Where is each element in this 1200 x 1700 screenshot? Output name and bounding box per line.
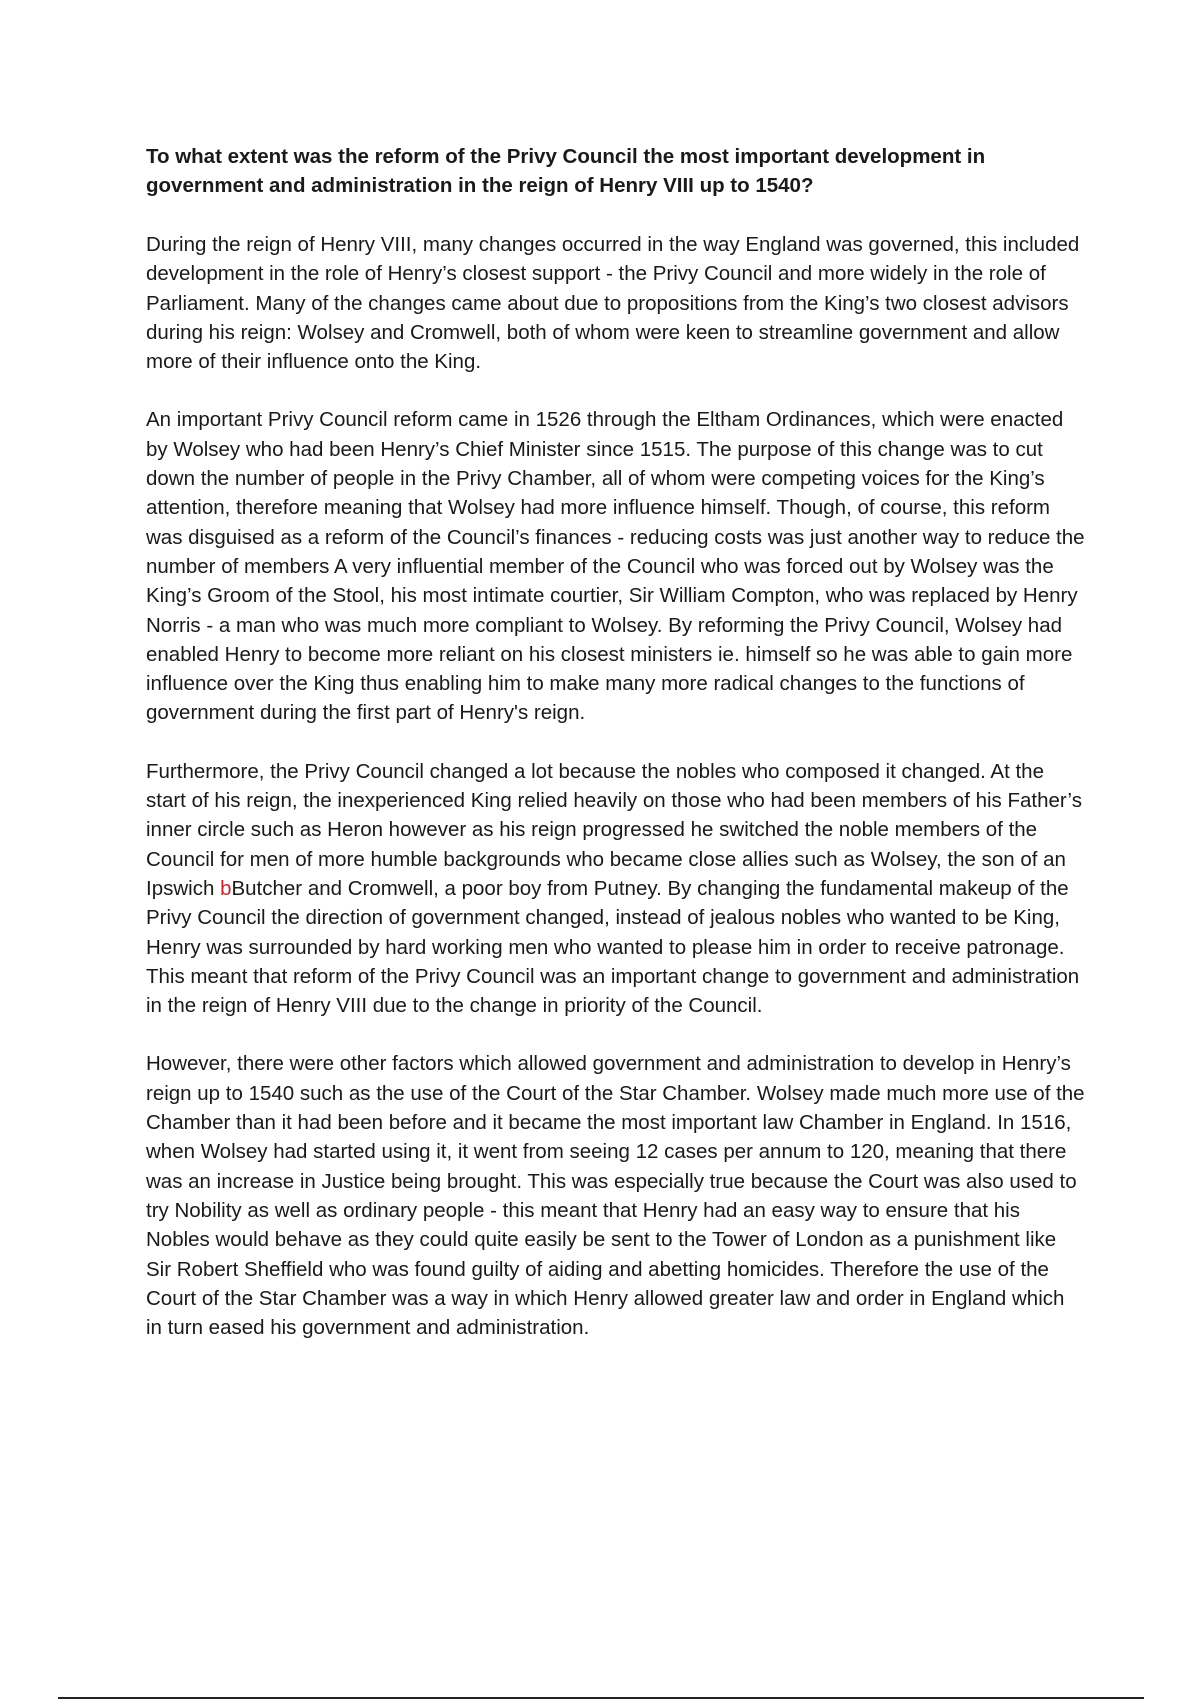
- document-page: [146, 142, 1086, 1371]
- highlighted-typo-letter: b: [220, 876, 232, 900]
- paragraph-eltham-ordinances: An important Privy Council reform came in 1526 through the Eltham Ordinances, which were enacted by Wolsey who had been Henry’s Chief Minister since 1515. The purpose of this change was to cut down the number of people in the Privy Chamber, all of whom were competing voices for the King’s attention, therefore meaning that Wolsey had more influence himself. Though, of course, this reform was disguised as a reform of the Council’s finances - reducing costs was just another way to reduce the number of members A very influential member of the Council who was forced out by Wolsey was the King’s Groom of the Stool, his most intimate courtier, Sir William Compton, who was replaced by Henry Norris - a man who was much more compliant to Wolsey. By reforming the Privy Council, Wolsey had enabled Henry to become more reliant on his closest ministers ie. himself so he was able to gain more influence over the King thus enabling him to make many more radical changes to the functions of government during the first part of Henry's reign.: [146, 408, 1085, 725]
- paragraph-intro: During the reign of Henry VIII, many changes occurred in the way England was governed, this included development in the role of Henry’s closest support - the Privy Council and more widely in the role of Parliament. Many of the changes came about due to propositions from the King’s two closest advisors during his reign: Wolsey and Cromwell, both of whom were keen to streamline government and allow more of their influence onto the King.: [146, 233, 1080, 374]
- essay-title: To what extent was the reform of the Privy Council the most important development in government and administration in the reign of Henry VIII up to 1540?: [146, 145, 986, 197]
- footer-divider: [58, 1697, 1144, 1699]
- paragraph-star-chamber: However, there were other factors which allowed government and administration to develop in Henry’s reign up to 1540 such as the use of the Court of the Star Chamber. Wolsey made much more use of the Chamber than it had been before and it became the most important law Chamber in England. In 1516, when Wolsey had started using it, it went from seeing 12 cases per annum to 120, meaning that there was an increase in Justice being brought. This was especially true because the Court was also used to try Nobility as well as ordinary people - this meant that Henry had an easy way to ensure that his Nobles would behave as they could quite easily be sent to the Tower of London as a punishment like Sir Robert Sheffield who was found guilty of aiding and abetting homicides. Therefore the use of the Court of the Star Chamber was a way in which Henry allowed greater law and order in England which in turn eased his government and administration.: [146, 1052, 1085, 1340]
- paragraph-nobles: [146, 757, 1086, 1021]
- paragraph-nobles-text-after: Butcher and Cromwell, a poor boy from Putney. By changing the fundamental makeup of the Privy Council the direction of government changed, instead of jealous nobles who wanted to be King, Henry was surrounded by hard working men who wanted to please him in order to receive patronage. This meant that reform of the Privy Council was an important change to government and administration in the reign of Henry VIII due to the change in priority of the Council.: [146, 876, 1080, 1018]
- paragraph-nobles-text-before: Furthermore, the Privy Council changed a lot because the nobles who composed it changed. At the start of his reign, the inexperienced King relied heavily on those who had been members of his Father’s inner circle such as Heron however as his reign progressed he switched the noble members of the Council for men of more humble backgrounds who became close allies such as Wolsey, the son of an Ipswich: [146, 759, 1082, 900]
